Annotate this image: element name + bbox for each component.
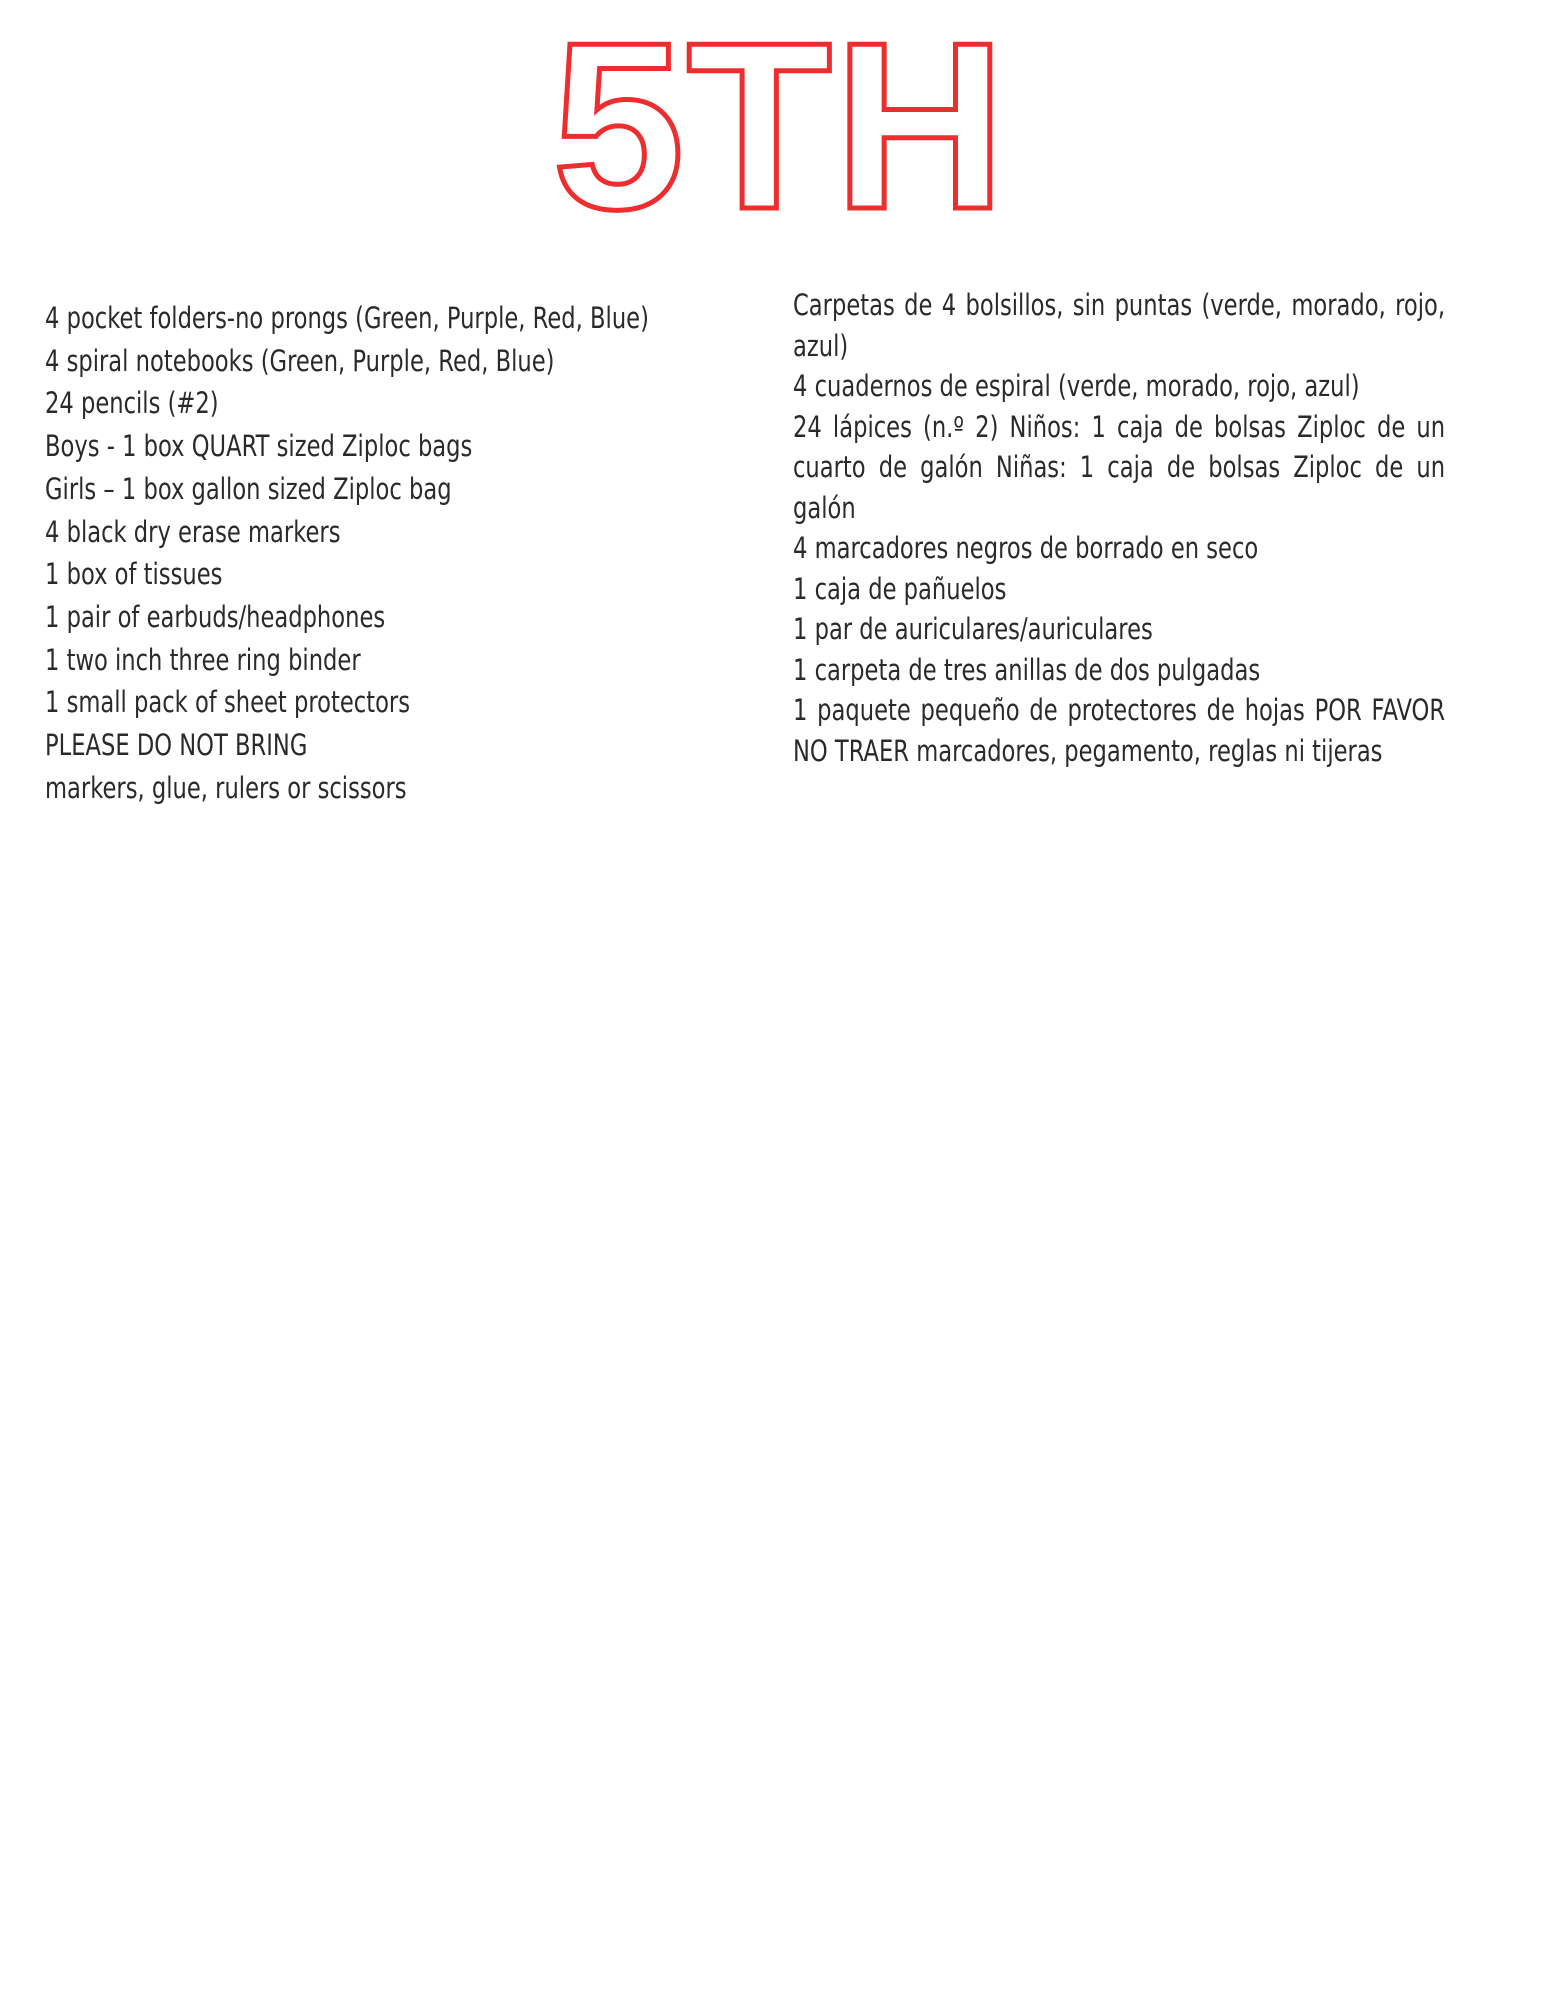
do-not-bring-heading: PLEASE DO NOT BRING <box>45 728 308 763</box>
list-item: 1 paquete pequeño de protectores de hojas POR FAVOR NO TRAER marcadores, pegamento, reglas ni tijeras <box>793 693 1446 768</box>
list-item: Carpetas de 4 bolsillos, sin puntas (verde, morado, rojo, azul) <box>793 288 1446 363</box>
list-item: 1 carpeta de tres anillas de dos pulgadas <box>793 652 1261 687</box>
do-not-bring-items: markers, glue, rulers or scissors <box>45 770 407 805</box>
list-item: 1 two inch three ring binder <box>45 642 361 677</box>
list-item: 1 box of tissues <box>45 557 223 592</box>
list-item: 24 lápices (n.º 2) Niños: 1 caja de bolsas Ziploc de un cuarto de galón Niñas: 1 caja de bolsas Ziploc de un galón <box>793 409 1446 525</box>
list-item: 4 pocket folders-no prongs (Green, Purple, Red, Blue) <box>45 301 649 335</box>
page-title <box>552 0 1008 259</box>
title-outline-text <box>552 0 1008 259</box>
list-item: 1 par de auriculares/auriculares <box>793 612 1153 646</box>
list-item: 4 black dry erase markers <box>45 514 341 549</box>
list-item: Girls – 1 box gallon sized Ziploc bag <box>45 471 452 506</box>
list-item: 24 pencils (#2) <box>45 386 219 421</box>
list-item: Boys - 1 box QUART sized Ziploc bags <box>45 429 473 464</box>
list-item: 1 small pack of sheet protectors <box>45 685 410 720</box>
english-supply-list <box>45 297 745 809</box>
list-item: 4 marcadores negros de borrado en seco <box>793 531 1259 565</box>
spanish-supply-list <box>793 285 1445 771</box>
list-item: 4 spiral notebooks (Green, Purple, Red, Blue) <box>45 343 555 378</box>
list-item: 1 caja de pañuelos <box>793 571 1007 606</box>
title-text: 5TH <box>552 0 1008 259</box>
list-item: 1 pair of earbuds/headphones <box>45 599 386 634</box>
list-item: 4 cuadernos de espiral (verde, morado, rojo, azul) <box>793 369 1360 403</box>
